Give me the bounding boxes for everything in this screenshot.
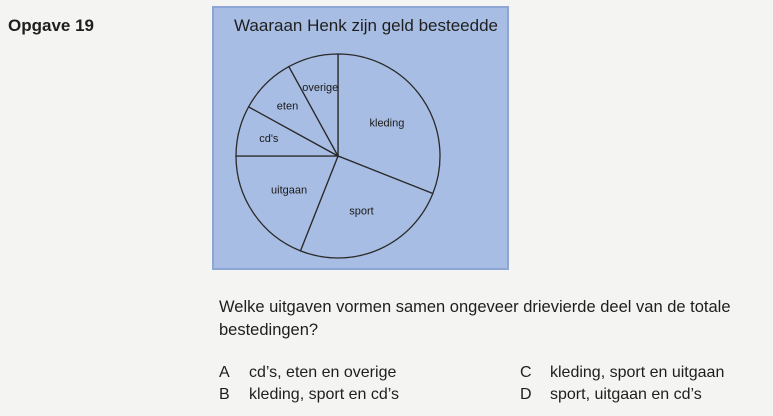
pie-label-overige: overige xyxy=(302,81,339,94)
option-c[interactable] xyxy=(520,364,724,382)
option-c-text: kleding, sport en uitgaan xyxy=(550,364,725,381)
pie-label-cd-s: cd's xyxy=(259,133,279,146)
pie-label-uitgaan: uitgaan xyxy=(271,184,308,197)
option-a-letter: A xyxy=(219,364,230,381)
chart-title: Waaraan Henk zijn geld besteedde xyxy=(234,16,498,35)
option-c-letter: C xyxy=(520,364,532,381)
option-b[interactable] xyxy=(219,386,399,404)
pie-label-kleding: kleding xyxy=(369,117,405,130)
option-a[interactable] xyxy=(219,364,396,382)
option-d-text: sport, uitgaan en cd’s xyxy=(550,386,702,403)
question-text: Welke uitgaven vormen samen ongeveer drievierde deel van de totale bestedingen? xyxy=(219,298,731,339)
option-a-text: cd’s, eten en overige xyxy=(249,364,397,381)
pie-chart xyxy=(214,8,511,272)
option-d[interactable] xyxy=(520,386,702,404)
pie-chart-panel xyxy=(212,6,509,270)
option-d-letter: D xyxy=(520,386,532,403)
option-b-text: kleding, sport en cd’s xyxy=(249,386,400,403)
pie-label-eten: eten xyxy=(276,100,299,113)
option-b-letter: B xyxy=(219,386,230,403)
exercise-label: Opgave 19 xyxy=(8,16,94,35)
pie-label-sport: sport xyxy=(349,205,374,218)
